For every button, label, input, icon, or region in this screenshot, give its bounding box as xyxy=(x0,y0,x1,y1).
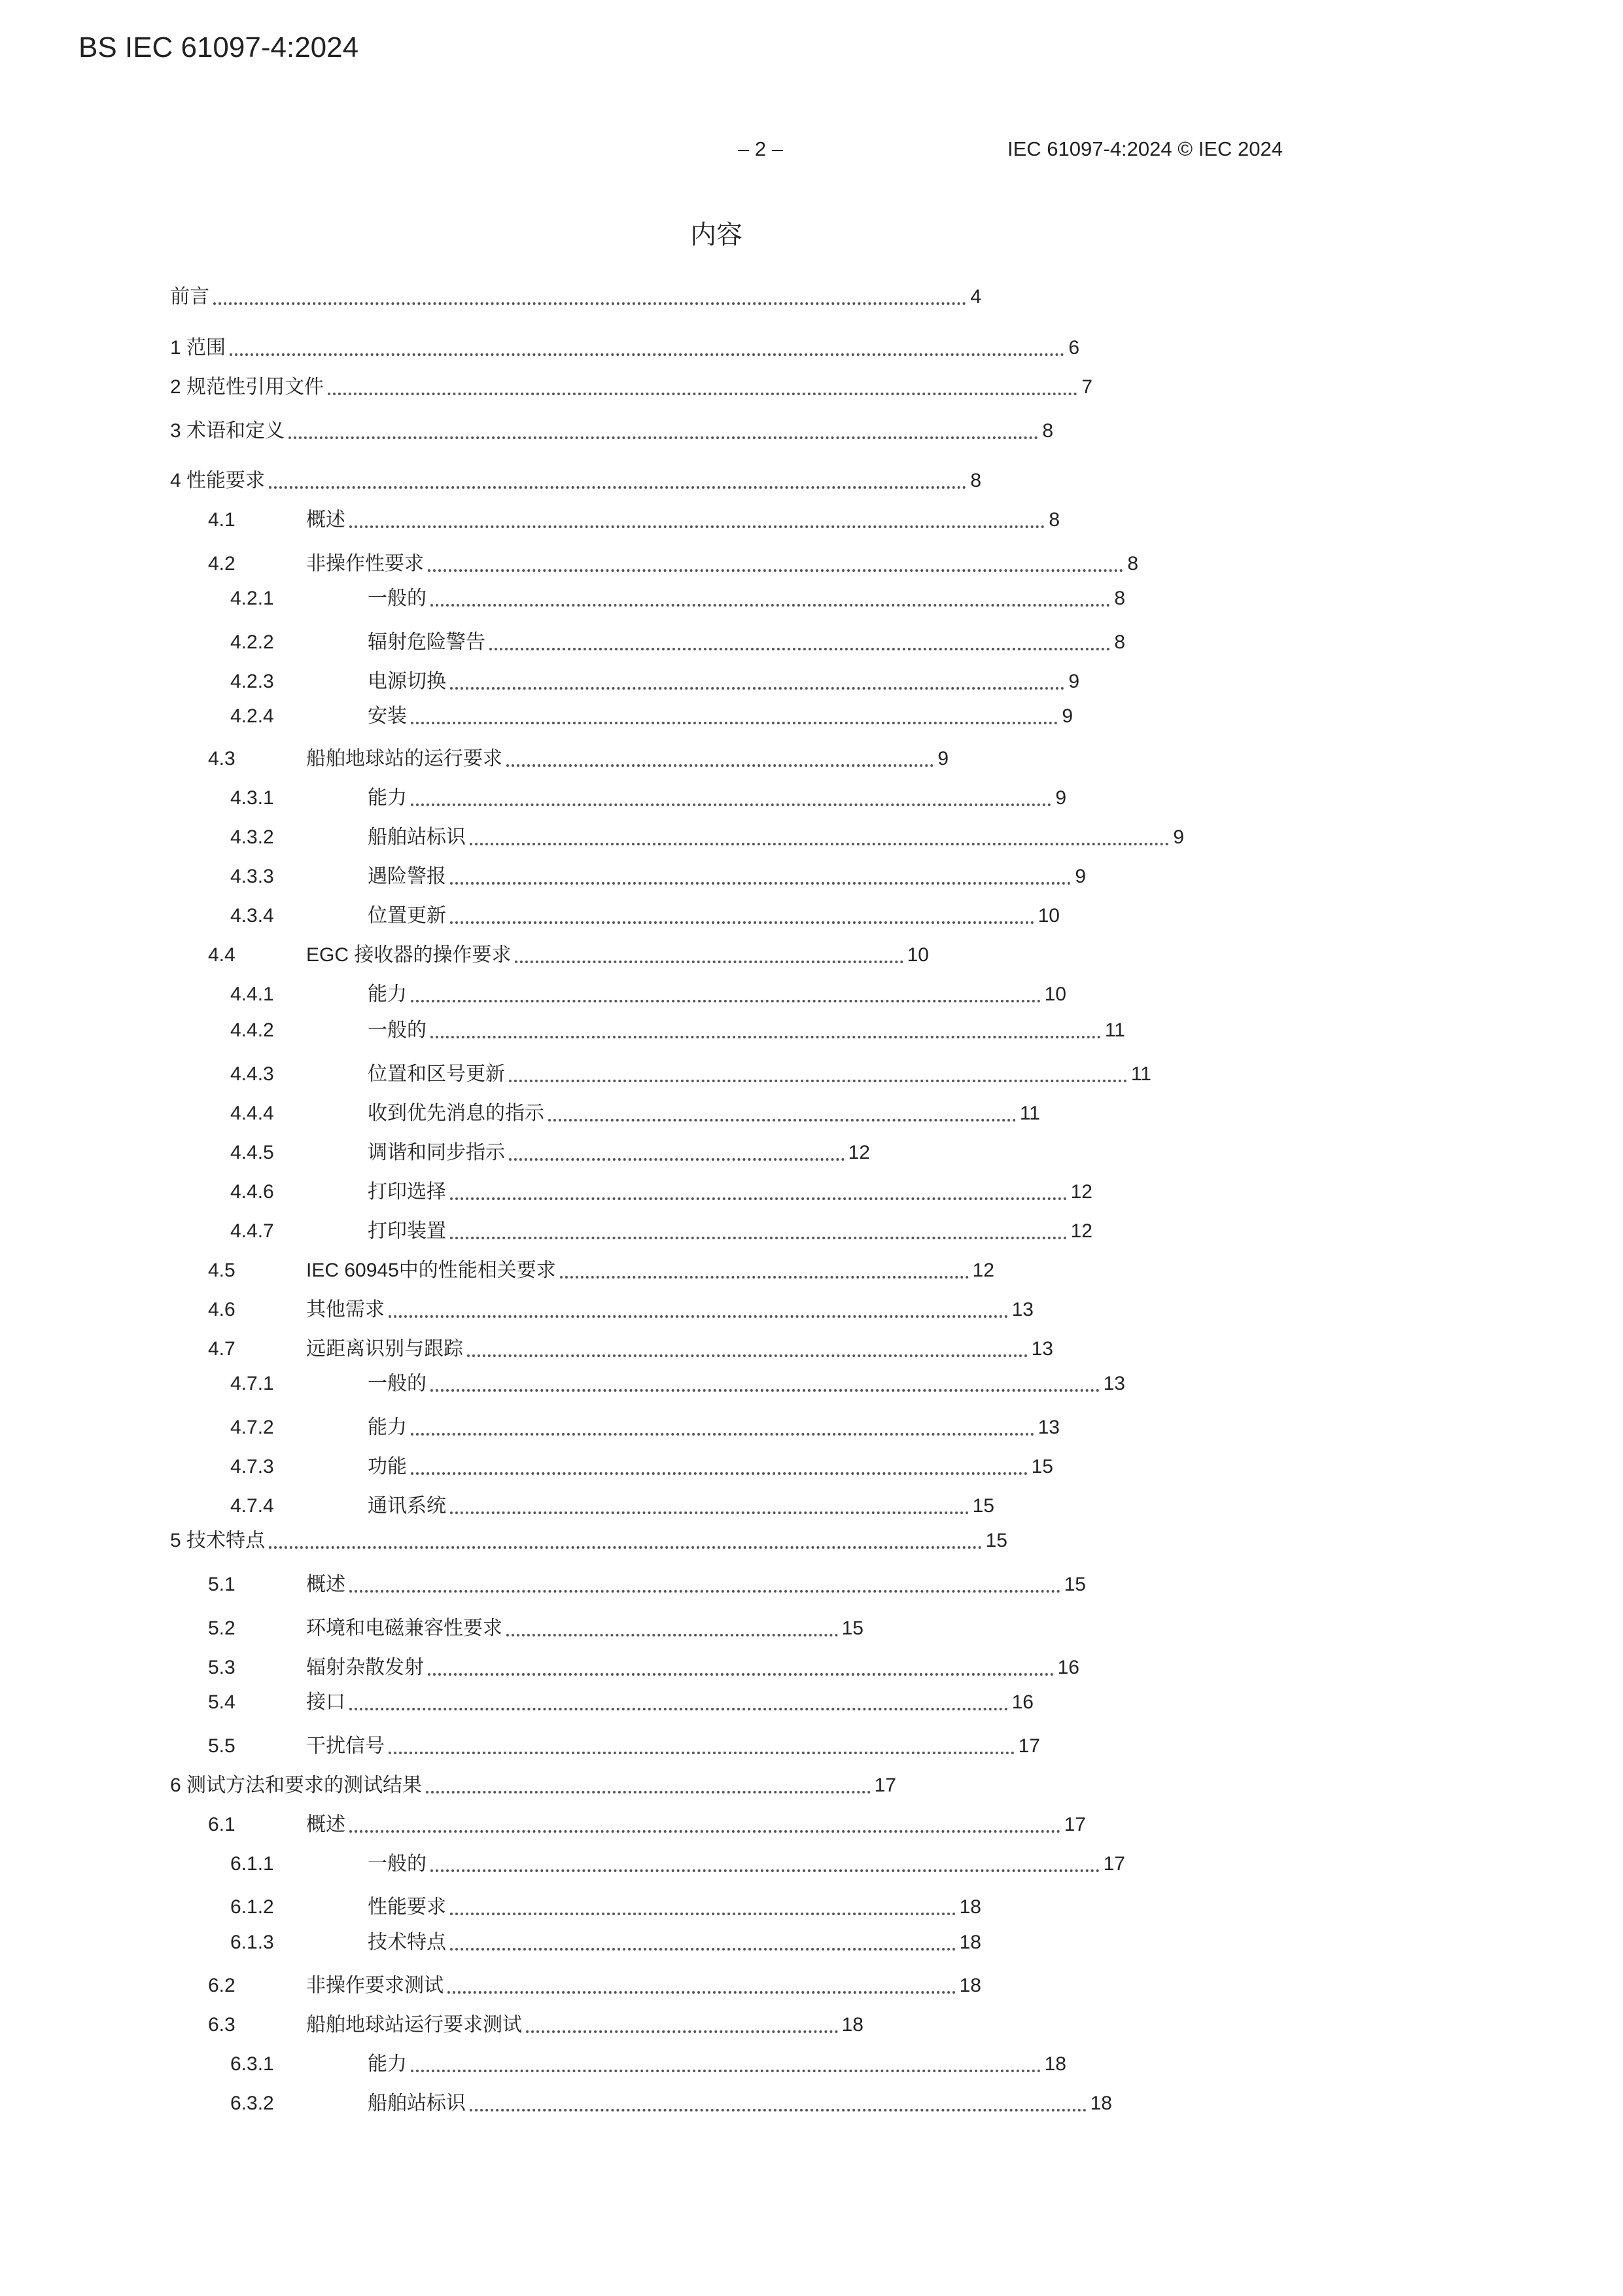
dot-leader xyxy=(506,764,934,767)
toc-entry[interactable] xyxy=(170,467,981,495)
toc-section-title: 远距离识别与跟踪 xyxy=(306,1338,463,1360)
toc-section-title: 打印选择 xyxy=(368,1181,446,1203)
toc-section-number: 4.3.4 xyxy=(230,905,274,927)
toc-section-title: 前言 xyxy=(170,286,209,308)
toc-section-number: 4.2.2 xyxy=(230,631,274,653)
dot-leader xyxy=(349,1830,1060,1833)
toc-entry[interactable] xyxy=(230,1453,1053,1481)
toc-section-number: 4.4.6 xyxy=(230,1181,274,1203)
toc-entry[interactable] xyxy=(208,1971,981,2000)
toc-page-number: 13 xyxy=(1103,1373,1125,1394)
toc-section-title: IEC 60945中的性能相关要求 xyxy=(306,1260,556,1281)
toc-entry[interactable] xyxy=(170,283,981,311)
toc-section-number: 4.7 xyxy=(208,1338,236,1360)
toc-section-number: 4.4 xyxy=(208,944,236,966)
toc-section-title: 接口 xyxy=(306,1691,345,1713)
toc-section-number: 6.3 xyxy=(208,2014,236,2036)
toc-section-number: 4.3 xyxy=(208,748,236,769)
toc-section-title: 船舶地球站的运行要求 xyxy=(306,748,502,769)
toc-section-title: 功能 xyxy=(368,1456,407,1477)
toc-page-number: 8 xyxy=(1127,553,1138,574)
dot-leader xyxy=(470,843,1169,845)
dot-leader xyxy=(269,486,966,489)
toc-section-number: 5.2 xyxy=(208,1617,236,1639)
toc-page-number: 9 xyxy=(937,748,949,769)
toc-section-number: 5.4 xyxy=(208,1691,236,1713)
toc-entry[interactable] xyxy=(230,1099,1040,1128)
toc-section-title: 安装 xyxy=(368,705,407,727)
dot-leader xyxy=(389,1752,1015,1754)
toc-page-number: 18 xyxy=(841,2014,864,2036)
toc-entry[interactable] xyxy=(208,1732,1040,1761)
toc-section-title: 概述 xyxy=(306,1574,345,1595)
toc-section-title: 位置和区号更新 xyxy=(368,1063,505,1085)
toc-entry[interactable] xyxy=(230,628,1125,657)
toc-entry[interactable] xyxy=(208,1653,1079,1682)
toc-section-number: 4.7.1 xyxy=(230,1373,274,1394)
toc-section-title: 位置更新 xyxy=(368,905,446,927)
toc-page-number: 15 xyxy=(841,1617,864,1639)
dot-leader xyxy=(213,302,966,305)
dot-leader xyxy=(349,525,1045,528)
toc-section-title: EGC 接收器的操作要求 xyxy=(306,944,512,966)
header-copyright: IEC 61097-4:2024 © IEC 2024 xyxy=(1007,137,1283,160)
toc-section-number: 4.7.4 xyxy=(230,1495,274,1517)
toc-section-title: 非操作要求测试 xyxy=(306,1975,444,1996)
toc-section-number: 4.1 xyxy=(208,509,236,531)
toc-entry[interactable] xyxy=(170,417,1053,446)
toc-section-title: 辐射杂散发射 xyxy=(306,1657,424,1678)
toc-page-number: 10 xyxy=(907,944,929,966)
toc-entry[interactable] xyxy=(208,506,1060,535)
toc-entry[interactable] xyxy=(170,334,1079,362)
toc-section-title: 干扰信号 xyxy=(306,1735,385,1757)
toc-page-number: 18 xyxy=(959,1975,981,1996)
toc-section-title: 能力 xyxy=(368,1417,407,1438)
toc-section-number: 4.4.5 xyxy=(230,1142,274,1163)
dot-leader xyxy=(411,1472,1028,1475)
toc-entry[interactable] xyxy=(230,1413,1060,1442)
toc-section-title: 遇险警报 xyxy=(368,866,446,887)
dot-leader xyxy=(489,648,1110,650)
dot-leader xyxy=(450,882,1071,885)
dot-leader xyxy=(411,1433,1034,1436)
toc-page-number: 17 xyxy=(1064,1814,1086,1835)
toc-entry[interactable] xyxy=(230,1178,1092,1207)
dot-leader xyxy=(230,353,1064,356)
toc-page-number: 17 xyxy=(874,1775,896,1796)
dot-leader xyxy=(269,1546,982,1549)
toc-section-number: 4.4.2 xyxy=(230,1019,274,1041)
toc-section-title: 2 规范性引用文件 xyxy=(170,376,324,398)
toc-entry[interactable] xyxy=(170,1771,896,1800)
dot-leader xyxy=(411,1000,1041,1002)
toc-section-number: 6.1.2 xyxy=(230,1896,274,1918)
toc-section-title: 概述 xyxy=(306,509,345,531)
dot-leader xyxy=(450,1948,956,1951)
dot-leader xyxy=(428,1673,1054,1676)
toc-entry[interactable] xyxy=(230,862,1086,891)
toc-section-title: 一般的 xyxy=(368,1853,427,1875)
dot-leader xyxy=(560,1276,969,1279)
toc-page-number: 8 xyxy=(1049,509,1060,531)
toc-section-number: 4.2.3 xyxy=(230,671,274,692)
dot-leader xyxy=(526,2030,838,2033)
dot-leader xyxy=(450,921,1034,924)
toc-page-number: 8 xyxy=(1114,588,1125,609)
toc-entry[interactable] xyxy=(230,1928,981,1957)
toc-page-number: 18 xyxy=(959,1896,981,1918)
toc-section-title: 船舶地球站运行要求测试 xyxy=(306,2014,522,2036)
toc-entry[interactable] xyxy=(170,373,1092,402)
dot-leader xyxy=(447,1991,956,1994)
dot-leader xyxy=(515,961,903,963)
dot-leader xyxy=(428,569,1123,572)
toc-section-number: 4.4.3 xyxy=(230,1063,274,1085)
toc-page-number: 16 xyxy=(1057,1657,1079,1678)
dot-leader xyxy=(430,604,1110,607)
toc-section-title: 一般的 xyxy=(368,1373,427,1394)
toc-entry[interactable] xyxy=(170,1527,1007,1555)
toc-page-number: 8 xyxy=(1042,420,1053,442)
dot-leader xyxy=(411,804,1051,806)
toc-section-number: 4.7.2 xyxy=(230,1417,274,1438)
toc-section-number: 6.1.1 xyxy=(230,1853,274,1875)
toc-section-number: 4.2.1 xyxy=(230,588,274,609)
dot-leader xyxy=(411,2070,1041,2072)
dot-leader xyxy=(548,1119,1016,1122)
toc-page-number: 4 xyxy=(970,286,981,308)
toc-page-number: 6 xyxy=(1068,337,1079,359)
toc-section-title: 能力 xyxy=(368,787,407,809)
toc-section-number: 4.5 xyxy=(208,1260,236,1281)
toc-entry[interactable] xyxy=(230,702,1073,731)
dot-leader xyxy=(509,1080,1127,1082)
toc-section-title: 3 术语和定义 xyxy=(170,420,285,442)
dot-leader xyxy=(506,1634,838,1636)
toc-section-title: 一般的 xyxy=(368,588,427,609)
toc-section-number: 6.3.1 xyxy=(230,2053,274,2075)
toc-section-title: 6 测试方法和要求的测试结果 xyxy=(170,1775,423,1796)
toc-section-title: 其他需求 xyxy=(306,1299,385,1320)
toc-page-number: 15 xyxy=(972,1495,994,1517)
toc-page-number: 11 xyxy=(1019,1103,1040,1124)
dot-leader xyxy=(430,1869,1100,1872)
toc-section-number: 4.4.1 xyxy=(230,983,274,1005)
toc-entry[interactable] xyxy=(230,667,1079,696)
toc-entry[interactable] xyxy=(208,1256,994,1285)
toc-section-number: 4.3.3 xyxy=(230,866,274,887)
toc-page-number: 7 xyxy=(1081,376,1092,398)
toc-entry[interactable] xyxy=(230,1893,981,1922)
toc-section-number: 6.2 xyxy=(208,1975,236,1996)
toc-section-title: 船舶站标识 xyxy=(368,2093,466,2114)
toc-entry[interactable] xyxy=(230,2089,1112,2118)
toc-page-number: 15 xyxy=(985,1530,1007,1551)
toc-section-number: 4.2.4 xyxy=(230,705,274,727)
toc-section-title: 性能要求 xyxy=(368,1896,446,1918)
toc-section-title: 5 技术特点 xyxy=(170,1530,266,1551)
toc-entry[interactable] xyxy=(230,1492,994,1521)
toc-page-number: 15 xyxy=(1031,1456,1053,1477)
toc-entry[interactable] xyxy=(230,2050,1066,2079)
toc-entry[interactable] xyxy=(208,2011,864,2040)
dot-leader xyxy=(450,1511,969,1514)
toc-section-title: 收到优先消息的指示 xyxy=(368,1103,544,1124)
toc-page-number: 17 xyxy=(1103,1853,1125,1875)
toc-section-title: 1 范围 xyxy=(170,337,226,359)
toc-page-number: 10 xyxy=(1038,905,1060,927)
dot-leader xyxy=(430,1036,1101,1038)
toc-page-number: 8 xyxy=(970,470,981,491)
toc-section-title: 非操作性要求 xyxy=(306,553,424,574)
toc-page-number: 13 xyxy=(1011,1299,1034,1320)
toc-entry[interactable] xyxy=(230,980,1066,1009)
toc-page-number: 9 xyxy=(1055,787,1066,809)
toc-section-number: 5.1 xyxy=(208,1574,236,1595)
toc-entry[interactable] xyxy=(230,1139,870,1167)
toc-page-number: 12 xyxy=(972,1260,994,1281)
toc-entry[interactable] xyxy=(208,550,1138,578)
toc-page-number: 8 xyxy=(1114,631,1125,653)
toc-entry[interactable] xyxy=(230,1016,1125,1045)
toc-section-title: 通讯系统 xyxy=(368,1495,446,1517)
toc-entry[interactable] xyxy=(208,941,929,970)
toc-section-number: 6.3.2 xyxy=(230,2093,274,2114)
toc-entry[interactable] xyxy=(230,784,1066,813)
toc-page-number: 9 xyxy=(1075,866,1086,887)
dot-leader xyxy=(430,1389,1100,1392)
dot-leader xyxy=(288,436,1038,439)
toc-section-number: 4.4.4 xyxy=(230,1103,274,1124)
toc-section-number: 4.3.2 xyxy=(230,826,274,848)
dot-leader xyxy=(470,2109,1087,2111)
dot-leader xyxy=(450,1237,1067,1239)
toc-page-number: 10 xyxy=(1044,983,1066,1005)
toc-section-title: 打印装置 xyxy=(368,1220,446,1242)
toc-page-number: 17 xyxy=(1018,1735,1040,1757)
toc-section-title: 一般的 xyxy=(368,1019,427,1041)
toc-page-number: 18 xyxy=(959,1932,981,1953)
toc-entry[interactable] xyxy=(208,1296,1034,1324)
toc-section-title: 电源切换 xyxy=(368,671,446,692)
toc-page-number: 16 xyxy=(1011,1691,1034,1713)
toc-page-number: 12 xyxy=(1070,1220,1092,1242)
toc-page-number: 9 xyxy=(1062,705,1073,727)
toc-section-title: 船舶站标识 xyxy=(368,826,466,848)
dot-leader xyxy=(389,1315,1008,1318)
dot-leader xyxy=(509,1158,845,1161)
toc-page-number: 18 xyxy=(1044,2053,1066,2075)
dot-leader xyxy=(411,722,1058,724)
toc-section-number: 4.4.7 xyxy=(230,1220,274,1242)
toc-page-number: 11 xyxy=(1104,1019,1125,1041)
toc-page-number: 9 xyxy=(1173,826,1184,848)
toc-entry[interactable] xyxy=(230,902,1060,930)
toc-page-number: 12 xyxy=(848,1142,870,1163)
page-number: – 2 – xyxy=(738,137,783,160)
dot-leader xyxy=(450,687,1064,690)
toc-section-number: 5.5 xyxy=(208,1735,236,1757)
dot-leader xyxy=(349,1590,1060,1593)
toc-section-title: 环境和电磁兼容性要求 xyxy=(306,1617,502,1639)
toc-entry[interactable] xyxy=(208,1335,1053,1364)
toc-entry[interactable] xyxy=(208,1810,1086,1839)
toc-entry[interactable] xyxy=(208,1570,1086,1599)
toc-entry[interactable] xyxy=(230,1060,1151,1089)
toc-section-number: 4.6 xyxy=(208,1299,236,1320)
toc-entry[interactable] xyxy=(208,1614,864,1643)
dot-leader xyxy=(349,1708,1008,1710)
dot-leader xyxy=(467,1354,1028,1357)
document-id: BS IEC 61097-4:2024 xyxy=(79,31,359,63)
toc-section-title: 概述 xyxy=(306,1814,345,1835)
toc-entry[interactable] xyxy=(230,823,1184,852)
toc-entry[interactable] xyxy=(230,584,1125,613)
dot-leader xyxy=(426,1791,871,1793)
toc-section-title: 能力 xyxy=(368,2053,407,2075)
toc-page-number: 15 xyxy=(1064,1574,1086,1595)
toc-page-number: 13 xyxy=(1031,1338,1053,1360)
toc-section-title: 调谐和同步指示 xyxy=(368,1142,505,1163)
toc-entry[interactable] xyxy=(208,1688,1034,1717)
toc-page-number: 12 xyxy=(1070,1181,1092,1203)
toc-entry[interactable] xyxy=(230,1217,1092,1246)
toc-section-number: 4.7.3 xyxy=(230,1456,274,1477)
toc-entry[interactable] xyxy=(208,745,949,773)
toc-section-title: 能力 xyxy=(368,983,407,1005)
dot-leader xyxy=(450,1197,1067,1200)
toc-page-number: 11 xyxy=(1130,1063,1151,1085)
dot-leader xyxy=(328,393,1077,395)
dot-leader xyxy=(450,1913,956,1915)
toc-section-number: 6.1 xyxy=(208,1814,236,1835)
toc-section-title: 4 性能要求 xyxy=(170,470,266,491)
toc-section-title: 辐射危险警告 xyxy=(368,631,485,653)
toc-page-number: 18 xyxy=(1090,2093,1112,2114)
toc-section-number: 4.3.1 xyxy=(230,787,274,809)
toc-entry[interactable] xyxy=(230,1850,1125,1879)
toc-title: 内容 xyxy=(690,221,742,249)
toc-page-number: 9 xyxy=(1068,671,1079,692)
toc-section-number: 5.3 xyxy=(208,1657,236,1678)
toc-page-number: 13 xyxy=(1038,1417,1060,1438)
toc-section-title: 技术特点 xyxy=(368,1932,446,1953)
toc-section-number: 6.1.3 xyxy=(230,1932,274,1953)
toc-entry[interactable] xyxy=(230,1369,1125,1398)
toc-section-number: 4.2 xyxy=(208,553,236,574)
